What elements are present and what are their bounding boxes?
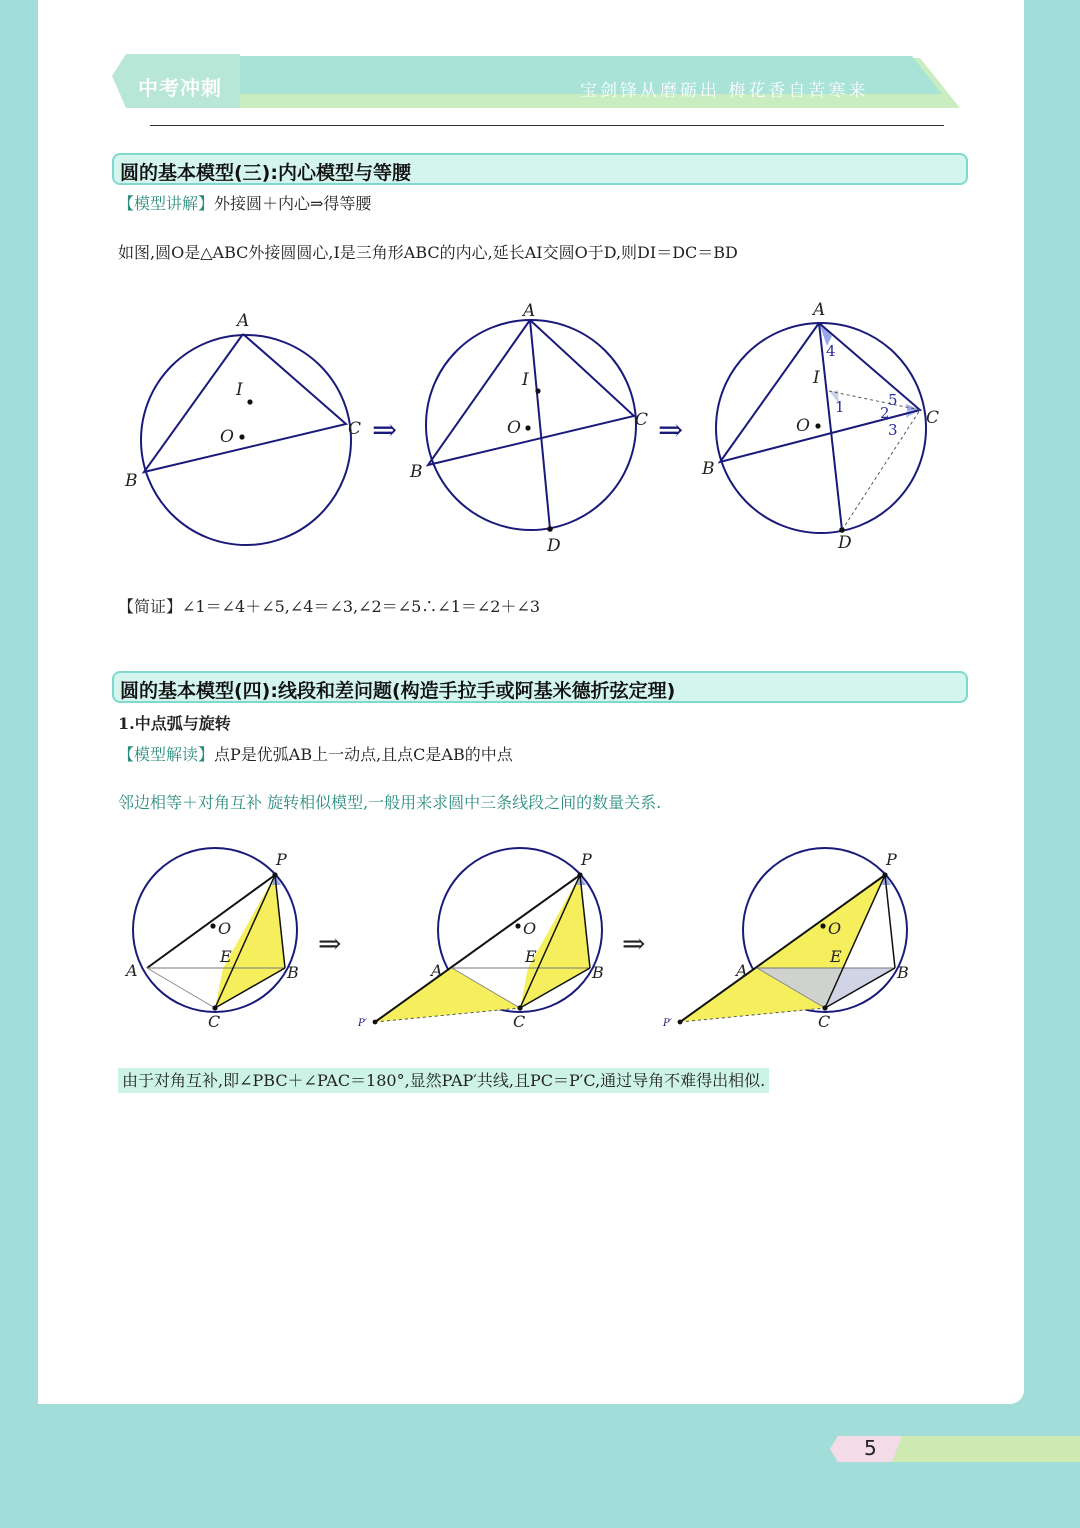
label-O: O (507, 418, 521, 438)
label-O: O (218, 919, 232, 938)
label-A: A (523, 301, 536, 321)
label-O: O (796, 416, 810, 436)
proof-label: 【简证】 (118, 597, 183, 616)
label-C: C (635, 410, 649, 430)
incenter-figure-1 (124, 311, 361, 545)
label-O: O (828, 919, 842, 938)
arrow-3: ⇒ (318, 927, 342, 960)
section4-title: 圆的基本模型(四):线段和差问题(构造手拉手或阿基米德折弦定理) (120, 680, 676, 702)
section4-conclusion (118, 1068, 769, 1091)
label-B: B (287, 963, 299, 982)
angle-5: 5 (888, 391, 898, 409)
section4-subheading: 1.中点弧与旋转 (118, 714, 231, 733)
label-A: A (237, 311, 250, 331)
angle-4: 4 (826, 342, 836, 360)
rotation-figure-3 (662, 848, 909, 1031)
arrow-2: ⇒ (658, 413, 684, 448)
label-P: P (276, 850, 287, 869)
label-C: C (208, 1012, 221, 1031)
section4-interp-line (118, 742, 513, 765)
interp-label: 【模型解读】 (118, 745, 215, 764)
section3-model-line (118, 191, 371, 214)
proof-text: ∠1＝∠4＋∠5,∠4＝∠3,∠2＝∠5∴∠1＝∠2＋∠3 (182, 597, 541, 616)
label-C: C (818, 1012, 831, 1031)
label-P: P (581, 850, 592, 869)
label-B: B (410, 462, 423, 482)
arrow-4: ⇒ (622, 927, 646, 960)
label-B: B (702, 459, 715, 479)
label-E: E (220, 947, 232, 966)
incenter-figure-2 (409, 301, 648, 556)
label-P: P (886, 850, 897, 869)
label-A: A (813, 300, 826, 320)
model-label: 【模型讲解】 (118, 194, 215, 213)
conclusion-text: 由于对角互补,即∠PBC＋∠PAC＝180°,显然PAP′共线,且PC＝P′C,通过导角不难得出相似. (118, 1068, 769, 1093)
angle-2: 2 (880, 404, 890, 422)
incenter-figures (110, 300, 970, 560)
rotation-figure-2 (357, 848, 604, 1031)
label-B: B (592, 963, 604, 982)
arrow-1: ⇒ (372, 413, 398, 448)
angle-1: 1 (835, 398, 845, 416)
label-B: B (125, 471, 138, 491)
rotation-figure-1 (124, 848, 299, 1031)
label-A: A (126, 961, 138, 980)
label-E: E (525, 947, 537, 966)
label-E: E (830, 947, 842, 966)
label-D: D (547, 536, 561, 556)
label-D: D (838, 533, 852, 553)
model-text: 外接圆＋内心⇒得等腰 (214, 194, 372, 213)
section3-proof-line (118, 594, 540, 617)
header-motto: 宝剑锋从磨砺出 梅花香自苦寒来 (580, 81, 869, 101)
label-P-prime: P′ (358, 1018, 367, 1029)
brand-title: 中考冲刺 (138, 76, 222, 100)
rotation-figures (110, 840, 970, 1040)
label-C: C (926, 408, 940, 428)
label-O: O (220, 427, 234, 447)
page-number: 5 (864, 1436, 877, 1460)
section3-title: 圆的基本模型(三):内心模型与等腰 (120, 162, 411, 184)
label-A: A (736, 961, 748, 980)
incenter-figure-3 (701, 300, 939, 553)
label-C: C (348, 419, 362, 439)
section3-description: 如图,圆O是△ABC外接圆圆心,I是三角形ABC的内心,延长AI交圆O于D,则DI＝DC＝BD (118, 243, 738, 262)
header-divider (150, 125, 944, 126)
label-C: C (513, 1012, 526, 1031)
label-A: A (431, 961, 443, 980)
label-I: I (813, 368, 820, 388)
angle-3: 3 (888, 421, 898, 439)
interp-text: 点P是优弧AB上一动点,且点C是AB的中点 (214, 745, 513, 764)
label-I: I (236, 380, 243, 400)
label-B: B (897, 963, 909, 982)
label-P-prime: P′ (663, 1018, 672, 1029)
label-I: I (522, 370, 529, 390)
label-O: O (523, 919, 537, 938)
section4-note: 邻边相等＋对角互补 旋转相似模型,一般用来求圆中三条线段之间的数量关系. (118, 793, 662, 812)
